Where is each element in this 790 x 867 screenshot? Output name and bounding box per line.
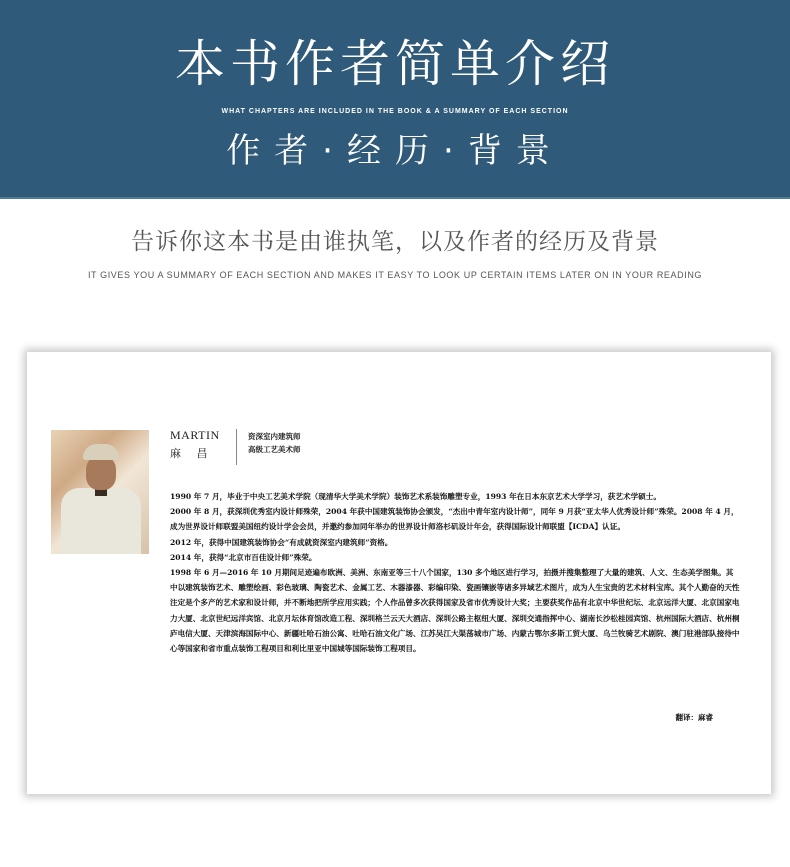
bio-paragraph: 2012 年，获得中国建筑装饰协会“有成就资深室内建筑师”资格。: [170, 537, 393, 547]
bio-paragraph: 1998 年 6 月—2016 年 10 月期间足迹遍布欧洲、美洲、东南亚等三十八个国家，130 多个地区进行学习，拍摄并搜集整理了大量的建筑、人文、生态美学图集。其中以建筑装饰艺术、雕塑绘画、彩色玻璃、陶瓷艺术、金属工艺、木器漆器、彩编印染、瓷画镶嵌等诸多异域艺术图片，成为人生宝贵的艺术材料宝库。其个人勤奋的天性注定是个多产的艺术家和设计师，并不断地把所学应用实践；个人作品曾多次获得国家及省市优秀设计大奖；主要获奖作品有北京中华世纪坛、北京远洋大厦、北京国家电力大厦、北京世纪远洋宾馆、北京月坛体育馆改造工程、深圳格兰云天大酒店、深圳公路主枢纽大厦、深圳交通指挥中心、湖南长沙松桂园宾馆、杭州国际大酒店、杭州桐庐电信大厦、天津滨海国际中心、新疆吐哈石油公寓、吐哈石油文化广场、江苏吴江大渠荡城市广场、内蒙古鄂尔多斯工贸大厦、乌兰牧骑艺术剧院、澳门驻港部队接待中心等国家和省市重点装饰工程项目和利比里亚中国城等国际装饰工程项目。: [170, 568, 740, 654]
translator-credit: 翻译：麻睿: [675, 713, 713, 722]
author-name-cn: 麻 昌: [170, 447, 214, 460]
author-titles: [248, 430, 301, 456]
bio-paragraph: 2000 年 8 月，获深圳优秀室内设计师殊荣，2004 年获中国建筑装饰协会颁发，“杰出中青年室内设计师”，同年 9 月获“亚太华人优秀设计师”殊荣。2008 年 4 月，成为世界设计师联盟美国纽约设计学会会员，并邀约参加同年举办的世界设计师洛杉矶设计年会，获得国际设计师联盟【ICDA】认证。: [170, 507, 739, 532]
name-divider: [236, 429, 237, 465]
page-title: 本书作者简单介绍: [175, 35, 615, 93]
bio-paragraph: 1990 年 7 月，毕业于中央工艺美术学院（现清华大学美术学院）装饰艺术系装饰雕塑专业，1993 年在日本东京艺术大学学习，获艺术学硕士。: [170, 492, 661, 501]
page-tagline: 作者·经历·背景: [226, 131, 564, 171]
author-portrait-icon: [51, 430, 149, 554]
author-name-en: MARTIN: [170, 428, 220, 442]
intro-heading-en: IT GIVES YOU A SUMMARY OF EACH SECTION AND MAKES IT EASY TO LOOK UP CERTAIN ITEMS LATER ON IN YOUR READING: [87, 270, 703, 280]
intro-heading-cn: 告诉你这本书是由谁执笔，以及作者的经历及背景: [131, 229, 659, 255]
header-banner: [0, 0, 790, 199]
author-bio: [170, 489, 740, 656]
bio-paragraph: 2014 年，获得“北京市百佳设计师”殊荣。: [170, 552, 317, 562]
author-card: [27, 352, 771, 794]
page-subtitle-en: WHAT CHAPTERS ARE INCLUDED IN THE BOOK & A SUMMARY OF EACH SECTION: [221, 108, 569, 115]
author-title: 高级工艺美术师: [248, 445, 301, 454]
author-title: 资深室内建筑师: [248, 432, 301, 441]
